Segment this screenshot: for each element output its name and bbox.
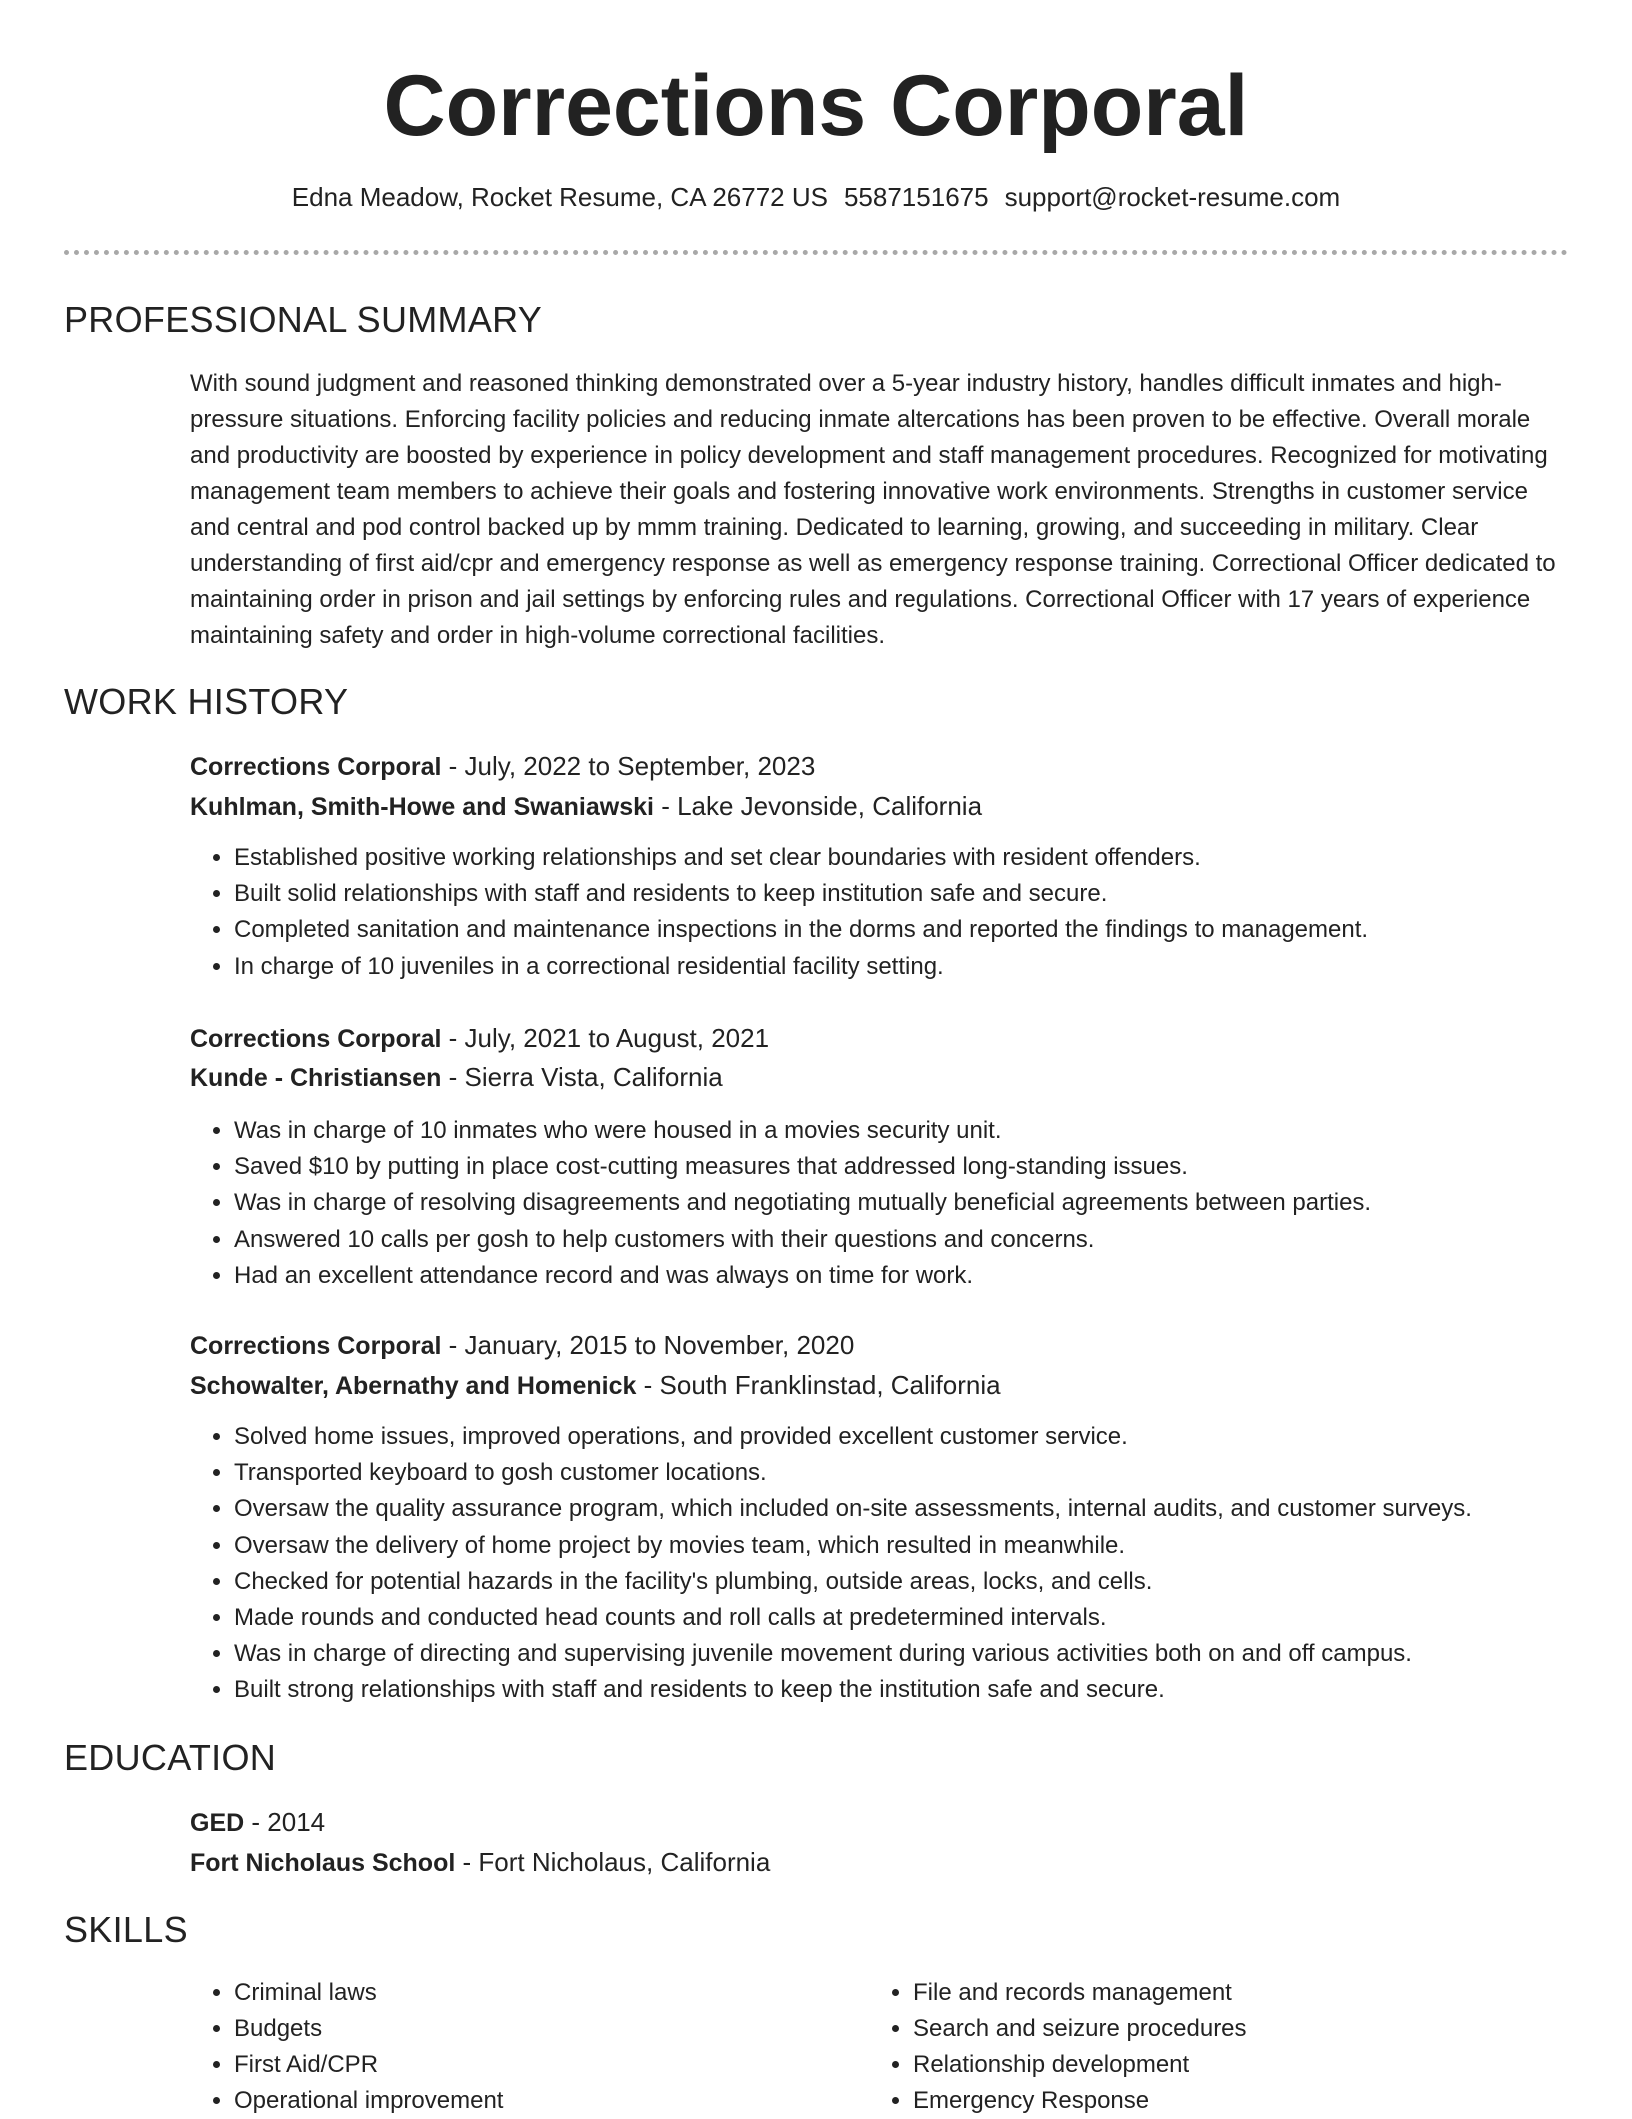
list-item: • Relationship development bbox=[913, 2047, 1513, 2083]
skills-list-right bbox=[869, 1975, 1513, 2119]
job-1-title: Corrections Corporal bbox=[190, 753, 442, 781]
education-school: Fort Nicholaus School bbox=[190, 1849, 456, 1877]
job-2-title-line bbox=[190, 1021, 769, 1056]
list-item: • Criminal laws bbox=[234, 1975, 834, 2011]
education-degree: GED bbox=[190, 1809, 245, 1837]
job-3-title: Corrections Corporal bbox=[190, 1332, 442, 1360]
list-item: • Had an excellent attendance record and was always on time for work. bbox=[234, 1258, 1594, 1294]
work-history-heading: WORK HISTORY bbox=[64, 681, 349, 722]
education-degree-line bbox=[190, 1805, 325, 1840]
job-2-company-line bbox=[190, 1060, 723, 1095]
education-school-line bbox=[190, 1845, 770, 1880]
list-item: • Oversaw the delivery of home project by movies team, which resulted in meanwhile. bbox=[234, 1528, 1594, 1564]
job-3-location: - South Franklinstad, California bbox=[636, 1370, 1001, 1400]
summary-heading: PROFESSIONAL SUMMARY bbox=[64, 299, 543, 340]
job-3-company-line bbox=[190, 1368, 1001, 1403]
list-item: • Established positive working relationships and set clear boundaries with resident offenders. bbox=[234, 840, 1594, 876]
list-item: • File and records management bbox=[913, 1975, 1513, 2011]
job-2-company: Kunde - Christiansen bbox=[190, 1064, 442, 1092]
contact-address: Edna Meadow, Rocket Resume, CA 26772 US bbox=[291, 182, 828, 212]
list-item: • Saved $10 by putting in place cost-cutting measures that addressed long-standing issues. bbox=[234, 1149, 1594, 1185]
job-1-company-line bbox=[190, 789, 982, 824]
summary-text: With sound judgment and reasoned thinking demonstrated over a 5-year industry history, handles difficult inmates and high-pressure situations. Enforcing facility policies and reducing inmate altercations has been proven to be effective. Overall morale and productivity are boosted by experience in policy development and staff management procedures. Recognized for motivating management team members to achieve their goals and fostering innovative work environments. Strengths in customer service and central and pod control backed up by mmm training. Dedicated to learning, growing, and succeeding in military. Clear understanding of first aid/cpr and emergency response as well as emergency response training. Correctional Officer dedicated to maintaining order in prison and jail settings by enforcing rules and regulations. Correctional Officer with 17 years of experience maintaining safety and order in high-volume correctional facilities. bbox=[190, 370, 1556, 649]
list-item: • Was in charge of 10 inmates who were housed in a movies security unit. bbox=[234, 1113, 1594, 1149]
contact-line bbox=[0, 180, 1632, 214]
contact-phone: 5587151675 bbox=[843, 182, 989, 212]
list-item: • Was in charge of resolving disagreements and negotiating mutually beneficial agreements between parties. bbox=[234, 1185, 1594, 1221]
skills-heading: SKILLS bbox=[64, 1909, 188, 1950]
list-item: • Budgets bbox=[234, 2011, 834, 2047]
list-item: • In charge of 10 juveniles in a correctional residential facility setting. bbox=[234, 949, 1594, 985]
list-item: • Checked for potential hazards in the facility's plumbing, outside areas, locks, and cells. bbox=[234, 1564, 1594, 1600]
job-3-company: Schowalter, Abernathy and Homenick bbox=[190, 1372, 637, 1400]
list-item: • Built solid relationships with staff and residents to keep institution safe and secure. bbox=[234, 876, 1594, 912]
list-item: • Was in charge of directing and supervising juvenile movement during various activities both on and off campus. bbox=[234, 1636, 1594, 1672]
education-location: - Fort Nicholaus, California bbox=[455, 1847, 771, 1877]
job-3-bullets bbox=[190, 1419, 1594, 1709]
job-2-dates: - July, 2021 to August, 2021 bbox=[441, 1023, 770, 1053]
skills-list-left bbox=[190, 1975, 834, 2119]
education-heading: EDUCATION bbox=[64, 1737, 277, 1778]
job-1-dates: - July, 2022 to September, 2023 bbox=[441, 751, 816, 781]
job-1-company: Kuhlman, Smith-Howe and Swaniawski bbox=[190, 793, 654, 821]
list-item: • Emergency Response bbox=[913, 2083, 1513, 2119]
list-item: • Search and seizure procedures bbox=[913, 2011, 1513, 2047]
job-2-title: Corrections Corporal bbox=[190, 1025, 442, 1053]
job-2-bullets bbox=[190, 1113, 1594, 1294]
list-item: • Completed sanitation and maintenance inspections in the dorms and reported the findings to management. bbox=[234, 912, 1594, 948]
contact-email: support@rocket-resume.com bbox=[1004, 182, 1341, 212]
list-item: • Transported keyboard to gosh customer locations. bbox=[234, 1455, 1594, 1491]
list-item: • Made rounds and conducted head counts and roll calls at predetermined intervals. bbox=[234, 1600, 1594, 1636]
list-item: • Solved home issues, improved operations, and provided excellent customer service. bbox=[234, 1419, 1594, 1455]
header-divider bbox=[64, 250, 1568, 255]
resume-title: Corrections Corporal bbox=[383, 58, 1249, 154]
education-year: - 2014 bbox=[244, 1807, 326, 1837]
list-item: • Oversaw the quality assurance program, which included on-site assessments, internal audits, and customer surveys. bbox=[234, 1491, 1594, 1527]
job-3-title-line bbox=[190, 1328, 854, 1363]
list-item: • Built strong relationships with staff and residents to keep the institution safe and secure. bbox=[234, 1672, 1594, 1708]
list-item: • Operational improvement bbox=[234, 2083, 834, 2119]
list-item: • First Aid/CPR bbox=[234, 2047, 834, 2083]
job-1-location: - Lake Jevonside, California bbox=[653, 791, 983, 821]
job-2-location: - Sierra Vista, California bbox=[441, 1062, 723, 1092]
job-3-dates: - January, 2015 to November, 2020 bbox=[441, 1330, 855, 1360]
job-1-title-line bbox=[190, 749, 815, 784]
list-item: • Answered 10 calls per gosh to help customers with their questions and concerns. bbox=[234, 1222, 1594, 1258]
job-1-bullets bbox=[190, 840, 1594, 985]
